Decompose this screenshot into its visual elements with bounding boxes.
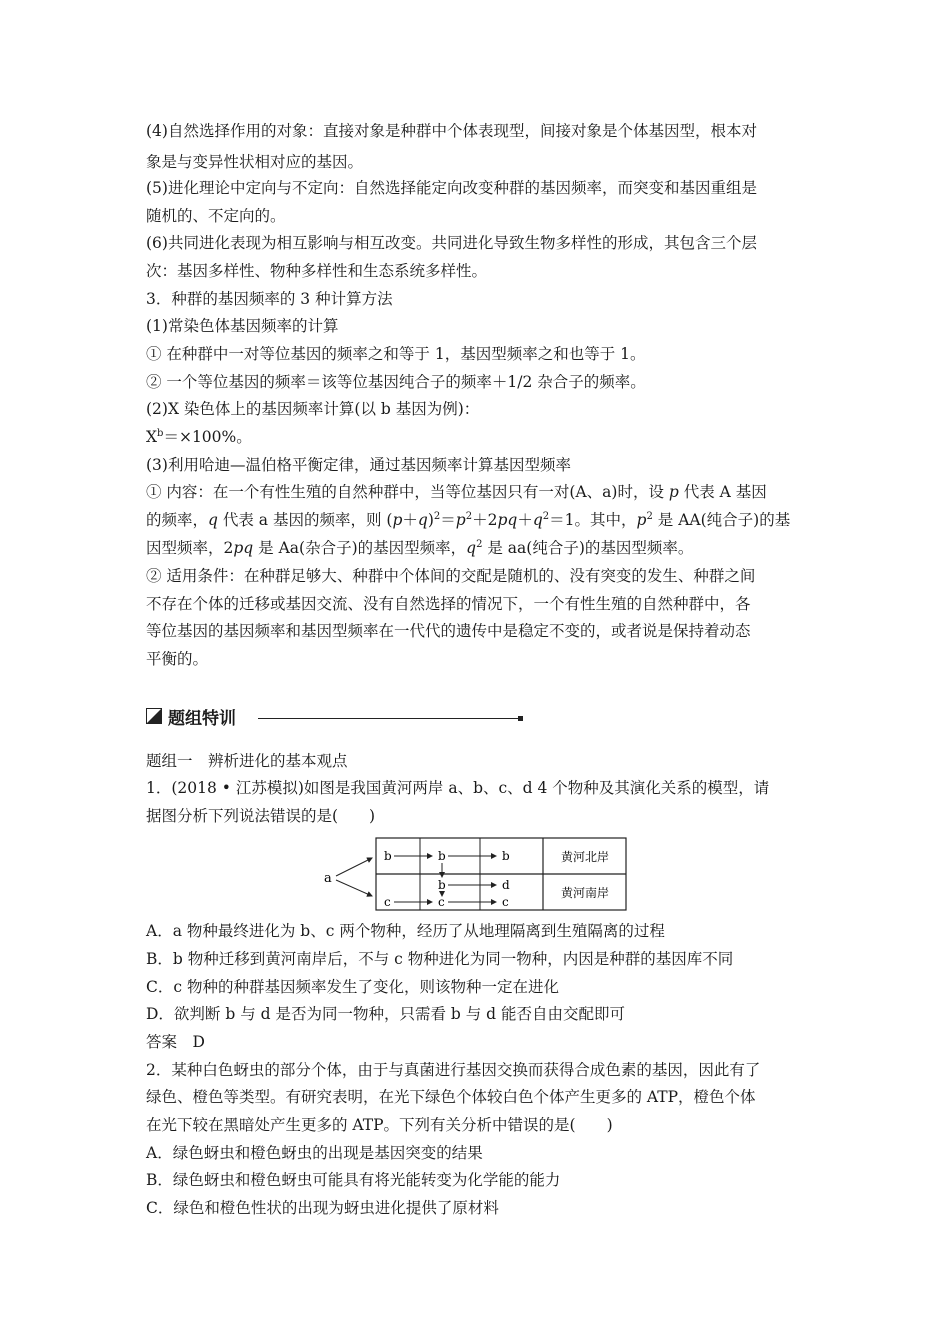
text-line: 等位基因的基因频率和基因型频率在一代代的遗传中是稳定不变的，或者说是保持着动态: [146, 622, 751, 640]
question-2-stem: 绿色、橙色等类型。有研究表明，在光下绿色个体较白色个体产生更多的 ATP，橙色个体: [146, 1088, 756, 1106]
species-d-label: d: [502, 878, 510, 892]
text-line: (3)利用哈迪—温伯格平衡定律，通过基因频率计算基因型频率: [146, 456, 571, 474]
var-pq: pq: [497, 511, 518, 529]
formula-sup: b: [157, 428, 164, 439]
question-2-stem: 2．某种白色蚜虫的部分个体，由于与真菌进行基因交换而获得合成色素的基因，因此有了: [146, 1061, 761, 1079]
text-span: ): [427, 511, 434, 529]
section-rule: [258, 718, 520, 719]
var-p: p: [636, 511, 647, 529]
option-a: A．绿色蚜虫和橙色蚜虫的出现是基因突变的结果: [146, 1144, 483, 1162]
south-bank-label: 黄河南岸: [561, 886, 610, 900]
species-b-label: b: [384, 849, 392, 863]
species-b-label: b: [438, 878, 446, 892]
formula-line: [146, 510, 790, 530]
option-c: C．绿色和橙色性状的出现为蚜虫进化提供了原材料: [146, 1199, 499, 1217]
text-line: [146, 482, 767, 502]
heading-3: 3．种群的基因频率的 3 种计算方法: [146, 290, 393, 308]
text-span: 的频率，: [146, 511, 209, 529]
text-line: ② 一个等位基因的频率＝该等位基因纯合子的频率＋1/2 杂合子的频率。: [146, 373, 646, 391]
species-c-label: c: [502, 895, 509, 909]
text-span: 代表 a 基因的频率，则 (: [217, 511, 393, 529]
text-span: ＋2: [472, 511, 498, 529]
section-header: [146, 704, 236, 728]
text-line: (5)进化理论中定向与不定向：自然选择能定向改变种群的基因频率，而突变和基因重组是: [146, 179, 757, 197]
section-rule-dot: [518, 716, 523, 721]
text-span: ＋: [402, 511, 418, 529]
species-b-label: b: [502, 849, 510, 863]
species-b-label: b: [438, 849, 446, 863]
text-span: 是 Aa(杂合子)的基因型频率，: [253, 539, 467, 557]
option-d: D．欲判断 b 与 d 是否为同一物种，只需看 b 与 d 能否自由交配即可: [146, 1005, 626, 1023]
var-q: q: [208, 511, 218, 529]
arrow-a-b: [336, 858, 372, 876]
group-title: 题组一 辨析进化的基本观点: [146, 752, 348, 770]
text-line: (2)X 染色体上的基因频率计算(以 b 基因为例)：: [146, 400, 480, 418]
text-span: 代表 A 基因: [678, 483, 767, 501]
text-line: ① 在种群中一对等位基因的频率之和等于 1，基因型频率之和也等于 1。: [146, 345, 646, 363]
section-title: 题组特训: [168, 708, 236, 729]
formula-line: [146, 538, 693, 558]
text-line: 象是与变异性状相对应的基因。: [146, 153, 364, 171]
var-pq: pq: [233, 539, 254, 557]
text-line: 平衡的。: [146, 650, 209, 668]
option-c: C．c 物种的种群基因频率发生了变化，则该物种一定在进化: [146, 978, 559, 996]
species-c-label: c: [384, 895, 391, 909]
text-line: 次：基因多样性、物种多样性和生态系统多样性。: [146, 262, 488, 280]
section-marker-icon: [146, 708, 162, 724]
option-b: B．b 物种迁移到黄河南岸后，不与 c 物种进化为同一物种，内因是种群的基因库不同: [146, 950, 734, 968]
var-p: p: [455, 511, 466, 529]
north-bank-label: 黄河北岸: [561, 850, 610, 864]
species-c-label: c: [438, 895, 445, 909]
question-1-stem: 据图分析下列说法错误的是( ): [146, 807, 376, 825]
text-line: (6)共同进化表现为相互影响与相互改变。共同进化导致生物多样性的形成，其包含三个层: [146, 234, 757, 252]
question-2-stem: 在光下较在黑暗处产生更多的 ATP。下列有关分析中错误的是( ): [146, 1116, 613, 1134]
text-span: 是 aa(纯合子)的基因型频率。: [482, 539, 694, 557]
option-b: B．绿色蚜虫和橙色蚜虫可能具有将光能转变为化学能的能力: [146, 1171, 561, 1189]
species-a-label: a: [324, 871, 332, 886]
formula-rest: ＝×100%。: [163, 428, 252, 446]
var-q: q: [532, 511, 543, 529]
text-line: (4)自然选择作用的对象：直接对象是种群中个体表现型，间接对象是个体基因型，根本对: [146, 122, 757, 140]
var-q: q: [417, 511, 428, 529]
var-q: q: [466, 539, 477, 557]
text-line: (1)常染色体基因频率的计算: [146, 317, 339, 335]
text-span: 因型频率，2: [146, 539, 234, 557]
exponent: 2: [476, 539, 483, 550]
text-span: ＝1。其中，: [549, 511, 637, 529]
question-1-stem: 1．(2018 • 江苏模拟)如图是我国黄河两岸 a、b、c、d 4 个物种及其演化关系的模型，请: [146, 779, 770, 797]
exponent: 2: [433, 511, 441, 522]
exponent: 2: [542, 511, 550, 522]
text-line: 随机的、不定向的。: [146, 207, 286, 225]
exponent: 2: [646, 511, 653, 522]
text-span: ＋: [517, 511, 533, 529]
formula-xb: [146, 427, 252, 447]
text-span: ① 内容：在一个有性生殖的自然种群中，当等位基因只有一对(A、a)时，设: [146, 483, 669, 501]
species-evolution-diagram: [318, 836, 628, 914]
text-line: ② 适用条件：在种群足够大、种群中个体间的交配是随机的、没有突变的发生、种群之间: [146, 567, 756, 585]
var-p: p: [668, 483, 679, 501]
var-p: p: [392, 511, 403, 529]
arrow-a-c: [336, 880, 372, 896]
text-span: 是 AA(纯合子)的基: [652, 511, 791, 529]
option-a: A．a 物种最终进化为 b、c 两个物种，经历了从地理隔离到生殖隔离的过程: [146, 922, 665, 940]
exponent: 2: [465, 511, 473, 522]
formula-x: X: [146, 428, 158, 446]
text-line: 不存在个体的迁移或基因交流、没有自然选择的情况下，一个有性生殖的自然种群中，各: [146, 595, 751, 613]
text-span: ＝: [440, 511, 456, 529]
answer: 答案 D: [146, 1033, 205, 1051]
